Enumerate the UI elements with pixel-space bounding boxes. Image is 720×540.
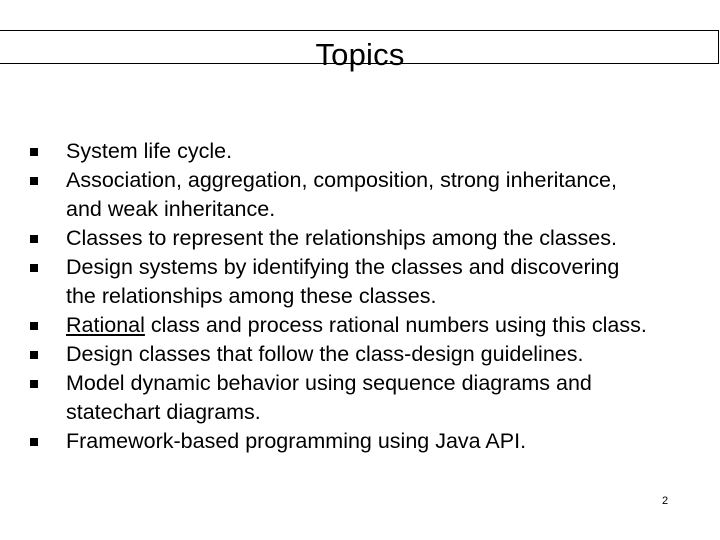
square-bullet-icon <box>30 264 38 272</box>
page-number: 2 <box>662 495 669 507</box>
list-item-text: Design systems by identifying the classes and discovering <box>66 255 620 279</box>
slide-title: Topics <box>315 37 405 72</box>
list-item-text-continued: statechart diagrams. <box>66 400 261 424</box>
square-bullet-icon <box>30 148 38 156</box>
list-item-text: Association, aggregation, composition, strong inheritance, <box>66 168 617 192</box>
list-item-text: Classes to represent the relationships among the classes. <box>66 226 617 250</box>
list-item <box>30 427 720 456</box>
list-item <box>30 369 720 427</box>
list-item <box>30 340 720 369</box>
list-item <box>30 253 720 311</box>
list-item-text-continued: the relationships among these classes. <box>66 284 437 308</box>
list-item-text: Design classes that follow the class-design guidelines. <box>66 342 584 366</box>
square-bullet-icon <box>30 322 38 330</box>
topic-list <box>30 137 720 456</box>
square-bullet-icon <box>30 438 38 446</box>
list-item-text: Framework-based programming using Java API. <box>66 429 527 453</box>
square-bullet-icon <box>30 177 38 185</box>
list-item-text-rest: class and process rational numbers using this class. <box>144 313 647 337</box>
list-item-text-continued: and weak inheritance. <box>66 197 276 221</box>
square-bullet-icon <box>30 235 38 243</box>
list-item-text <box>66 311 720 340</box>
square-bullet-icon <box>30 380 38 388</box>
square-bullet-icon <box>30 351 38 359</box>
list-item-text: Model dynamic behavior using sequence diagrams and <box>66 371 592 395</box>
list-item <box>30 166 720 224</box>
list-item <box>30 311 720 340</box>
list-item <box>30 137 720 166</box>
list-item <box>30 224 720 253</box>
rational-link-text: Rational <box>66 313 145 337</box>
list-item-text: System life cycle. <box>66 139 233 163</box>
